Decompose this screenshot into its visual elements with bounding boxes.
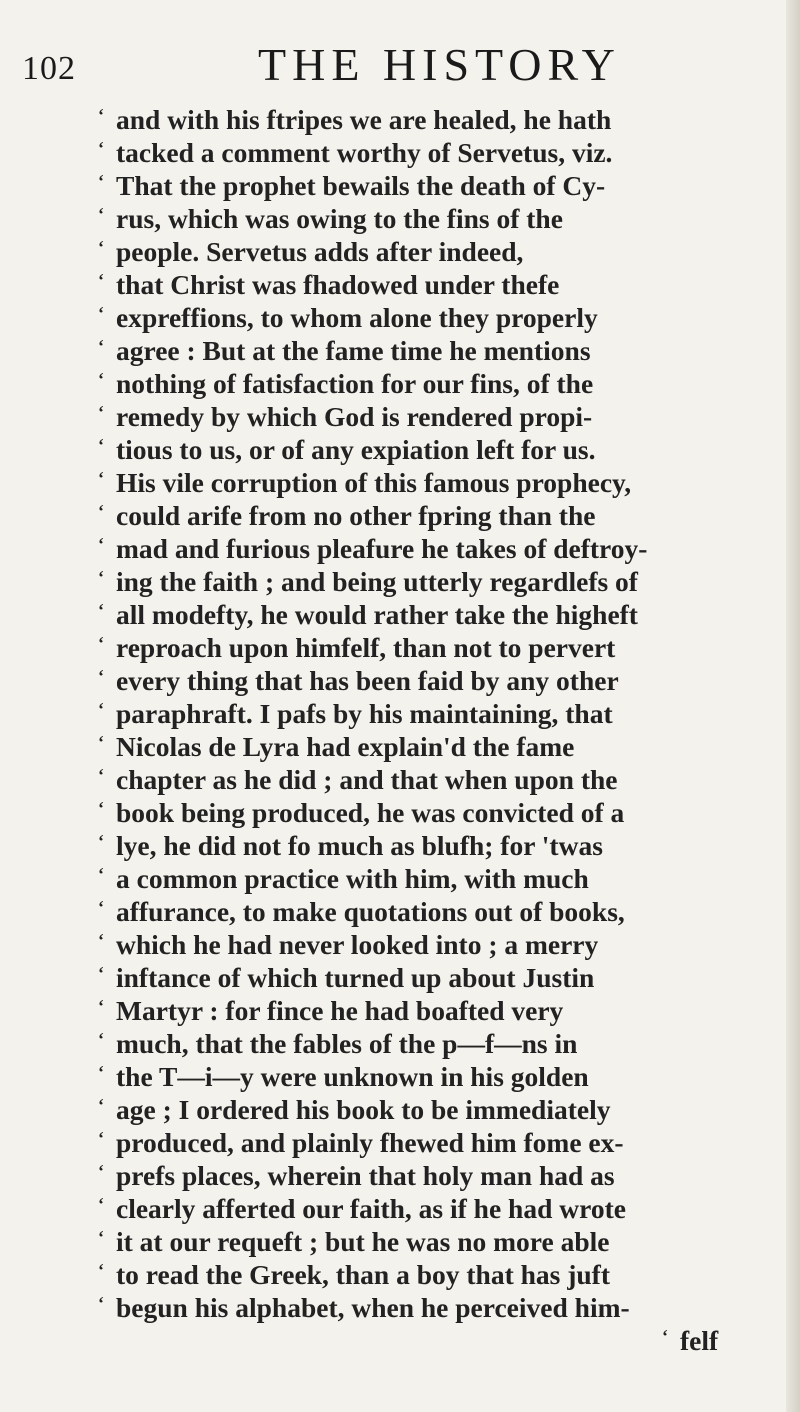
- line-text: it at our requeft ; but he was no more able: [116, 1226, 610, 1257]
- text-line: [98, 532, 772, 565]
- line-text: people. Servetus adds after indeed,: [116, 236, 524, 267]
- quotation-mark: ‘: [98, 1293, 104, 1313]
- text-line: [98, 1192, 772, 1225]
- text-line: [98, 763, 772, 796]
- quotation-mark: ‘: [98, 237, 104, 257]
- page-header: [0, 38, 800, 98]
- line-text: all modefty, he would rather take the higheft: [116, 599, 638, 630]
- text-line: [98, 928, 772, 961]
- body-text: [98, 103, 772, 1357]
- line-text: much, that the fables of the p—f—ns in: [116, 1028, 578, 1059]
- text-line: [98, 664, 772, 697]
- line-text: clearly afferted our faith, as if he had wrote: [116, 1193, 626, 1224]
- quotation-mark: ‘: [98, 831, 104, 851]
- line-text: expreffions, to whom alone they properly: [116, 302, 598, 333]
- text-line: [98, 499, 772, 532]
- text-line: [98, 400, 772, 433]
- catchword: felf: [680, 1325, 719, 1356]
- quotation-mark: ‘: [98, 270, 104, 290]
- line-text: to read the Greek, than a boy that has juft: [116, 1259, 610, 1290]
- text-line: [98, 598, 772, 631]
- text-line: [98, 994, 772, 1027]
- line-text: Nicolas de Lyra had explain'd the fame: [116, 731, 575, 762]
- text-line: [98, 697, 772, 730]
- line-text: which he had never looked into ; a merry: [116, 929, 599, 960]
- line-text: rus, which was owing to the fins of the: [116, 203, 563, 234]
- text-line: [98, 466, 772, 499]
- line-text: affurance, to make quotations out of books,: [116, 896, 625, 927]
- line-text: lye, he did not fo much as blufh; for 'twas: [116, 830, 603, 861]
- quotation-mark: ‘: [98, 633, 104, 653]
- line-text: age ; I ordered his book to be immediately: [116, 1094, 611, 1125]
- quotation-mark: ‘: [98, 600, 104, 620]
- quotation-mark: ‘: [98, 468, 104, 488]
- text-line: [98, 730, 772, 763]
- line-text: produced, and plainly fhewed him fome ex-: [116, 1127, 624, 1158]
- quotation-mark: ‘: [98, 1227, 104, 1247]
- quotation-mark: ‘: [98, 402, 104, 422]
- line-text: that Christ was fhadowed under thefe: [116, 269, 560, 300]
- text-line: [98, 1258, 772, 1291]
- line-text: remedy by which God is rendered propi-: [116, 401, 593, 432]
- quotation-mark: ‘: [98, 798, 104, 818]
- quotation-mark: ‘: [98, 171, 104, 191]
- line-text: mad and furious pleafure he takes of deftroy-: [116, 533, 648, 564]
- page-number: 102: [22, 50, 76, 87]
- text-line: [98, 334, 772, 367]
- quotation-mark: ‘: [98, 1095, 104, 1115]
- line-text: paraphraft. I pafs by his maintaining, that: [116, 698, 613, 729]
- quotation-mark: ‘: [98, 963, 104, 983]
- text-line: [98, 433, 772, 466]
- quotation-mark: ‘: [98, 765, 104, 785]
- quotation-mark: ‘: [662, 1326, 668, 1346]
- quotation-mark: ‘: [98, 864, 104, 884]
- text-line: [98, 1027, 772, 1060]
- text-line: [98, 1060, 772, 1093]
- quotation-mark: ‘: [98, 1062, 104, 1082]
- text-line: [98, 301, 772, 334]
- quotation-mark: ‘: [98, 567, 104, 587]
- text-line: [98, 631, 772, 664]
- line-text: tious to us, or of any expiation left for us.: [116, 434, 596, 465]
- text-line: [98, 1159, 772, 1192]
- quotation-mark: ‘: [98, 1029, 104, 1049]
- line-text: begun his alphabet, when he perceived him-: [116, 1292, 630, 1323]
- quotation-mark: ‘: [98, 534, 104, 554]
- line-text: every thing that has been faid by any other: [116, 665, 619, 696]
- line-text: reproach upon himfelf, than not to pervert: [116, 632, 616, 663]
- line-text: could arife from no other fpring than the: [116, 500, 596, 531]
- line-text: chapter as he did ; and that when upon the: [116, 764, 618, 795]
- quotation-mark: ‘: [98, 1128, 104, 1148]
- line-text: tacked a comment worthy of Servetus, viz.: [116, 137, 613, 168]
- running-head: THE HISTORY: [258, 39, 621, 90]
- line-text: His vile corruption of this famous prophecy,: [116, 467, 632, 498]
- line-text: prefs places, wherein that holy man had as: [116, 1160, 615, 1191]
- text-line: [98, 202, 772, 235]
- text-line: [98, 1126, 772, 1159]
- text-line: [98, 796, 772, 829]
- text-line: [98, 961, 772, 994]
- line-text: agree : But at the fame time he mentions: [116, 335, 591, 366]
- line-text: ing the faith ; and being utterly regardlefs of: [116, 566, 638, 597]
- quotation-mark: ‘: [98, 1194, 104, 1214]
- line-text: a common practice with him, with much: [116, 863, 589, 894]
- line-text: inftance of which turned up about Justin: [116, 962, 595, 993]
- text-line: [98, 895, 772, 928]
- text-line: [98, 268, 772, 301]
- quotation-mark: ‘: [98, 204, 104, 224]
- text-line: [98, 235, 772, 268]
- text-line: [98, 367, 772, 400]
- text-line: [98, 862, 772, 895]
- quotation-mark: ‘: [98, 666, 104, 686]
- line-text: That the prophet bewails the death of Cy-: [116, 170, 606, 201]
- line-text: book being produced, he was convicted of a: [116, 797, 625, 828]
- quotation-mark: ‘: [98, 501, 104, 521]
- text-line: [98, 169, 772, 202]
- line-text: nothing of fatisfaction for our fins, of the: [116, 368, 594, 399]
- quotation-mark: ‘: [98, 1260, 104, 1280]
- text-line: [98, 829, 772, 862]
- quotation-mark: ‘: [98, 435, 104, 455]
- text-line: [98, 565, 772, 598]
- text-line: [98, 1225, 772, 1258]
- quotation-mark: ‘: [98, 699, 104, 719]
- quotation-mark: ‘: [98, 1161, 104, 1181]
- text-line: [98, 103, 772, 136]
- quotation-mark: ‘: [98, 996, 104, 1016]
- quotation-mark: ‘: [98, 336, 104, 356]
- quotation-mark: ‘: [98, 897, 104, 917]
- quotation-mark: ‘: [98, 930, 104, 950]
- line-text: the T—i—y were unknown in his golden: [116, 1061, 589, 1092]
- line-text: and with his ftripes we are healed, he hath: [116, 104, 612, 135]
- text-line: [98, 1093, 772, 1126]
- quotation-mark: ‘: [98, 105, 104, 125]
- quotation-mark: ‘: [98, 732, 104, 752]
- catchword-line: [116, 1324, 772, 1357]
- text-line: [98, 136, 772, 169]
- line-text: Martyr : for fince he had boafted very: [116, 995, 564, 1026]
- quotation-mark: ‘: [98, 303, 104, 323]
- page-edge: [786, 0, 800, 1412]
- quotation-mark: ‘: [98, 369, 104, 389]
- text-line: [98, 1291, 772, 1324]
- quotation-mark: ‘: [98, 138, 104, 158]
